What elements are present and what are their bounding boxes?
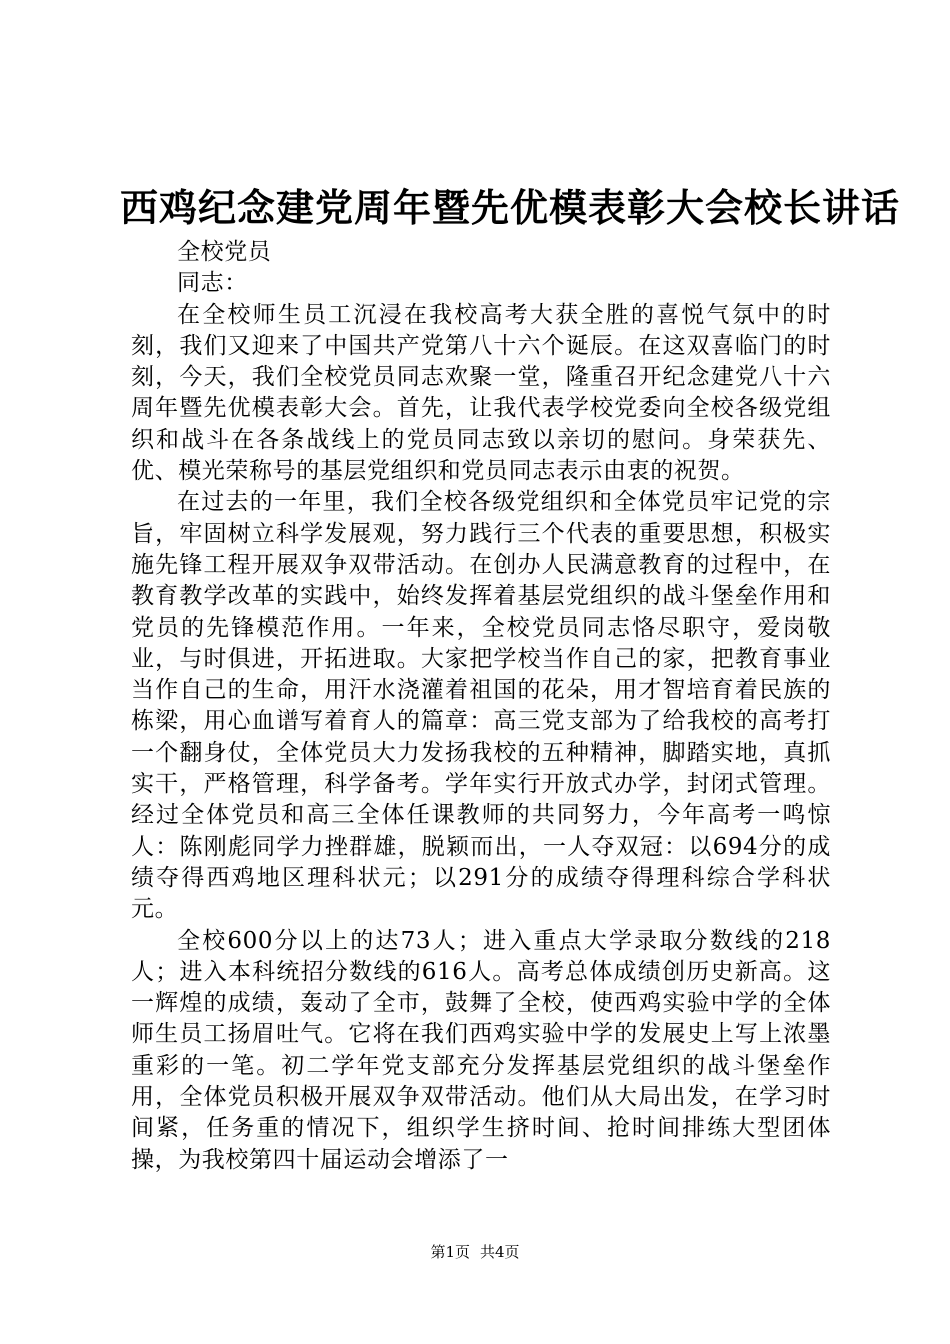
salutation-line-2: 同志： bbox=[177, 270, 248, 297]
paragraph: 在全校师生员工沉浸在我校高考大获全胜的喜悦气氛中的时刻，我们又迎来了中国共产党第八十六个诞辰。在这双喜临门的时刻，今天，我们全校党员同志欢聚一堂，隆重召开纪念建党八十六周年暨先优模表彰大会。首先，让我代表学校党委向全校各级党组织和战斗在各条战线上的党员同志致以亲切的慰问。身荣获先、优、模光荣称号的基层党组织和党员同志表示由衷的祝贺。 bbox=[131, 301, 831, 485]
paragraph: 全校600分以上的达73人；进入重点大学录取分数线的218人；进入本科统招分数线的616人。高考总体成绩创历史新高。这一辉煌的成绩，轰动了全市，鼓舞了全校，使西鸡实验中学的全体师生员工扬眉吐气。它将在我们西鸡实验中学的发展史上写上浓墨重彩的一笔。初二学年党支部充分发挥基层党组织的战斗堡垒作用，全体党员积极开展双争双带活动。他们从大局出发，在学习时间紧，任务重的情况下，组织学生挤时间、抢时间排练大型团体操，为我校第四十届运动会增添了一 bbox=[131, 927, 831, 1173]
page-number: 第1页 bbox=[430, 1243, 470, 1261]
paragraph: 在过去的一年里，我们全校各级党组织和全体党员牢记党的宗旨，牢固树立科学发展观，努力践行三个代表的重要思想，积极实施先锋工程开展双争双带活动。在创办人民满意教育的过程中，在教育教学改革的实践中，始终发挥着基层党组织的战斗堡垒作用和党员的先锋模范作用。一年来，全校党员同志恪尽职守，爱岗敬业，与时俱进，开拓进取。大家把学校当作自己的家，把教育事业当作自己的生命，用汗水浇灌着祖国的花朵，用才智培育着民族的栋梁，用心血谱写着育人的篇章：高三党支部为了给我校的高考打一个翻身仗，全体党员大力发扬我校的五种精神，脚踏实地，真抓实干，严格管理，科学备考。学年实行开放式办学，封闭式管理。经过全体党员和高三全体任课教师的共同努力，今年高考一鸣惊人：陈刚彪同学力挫群雄，脱颖而出，一人夺双冠：以694分的成绩夺得西鸡地区理科状元；以291分的成绩夺得理科综合学科状元。 bbox=[131, 489, 831, 923]
salutation-line-1: 全校党员 bbox=[177, 239, 272, 265]
document-title: 西鸡纪念建党周年暨先优模表彰大会校长讲话 bbox=[120, 185, 901, 230]
page-footer bbox=[0, 1242, 950, 1262]
page-total: 共4页 bbox=[480, 1243, 520, 1261]
document-body bbox=[131, 237, 831, 1176]
